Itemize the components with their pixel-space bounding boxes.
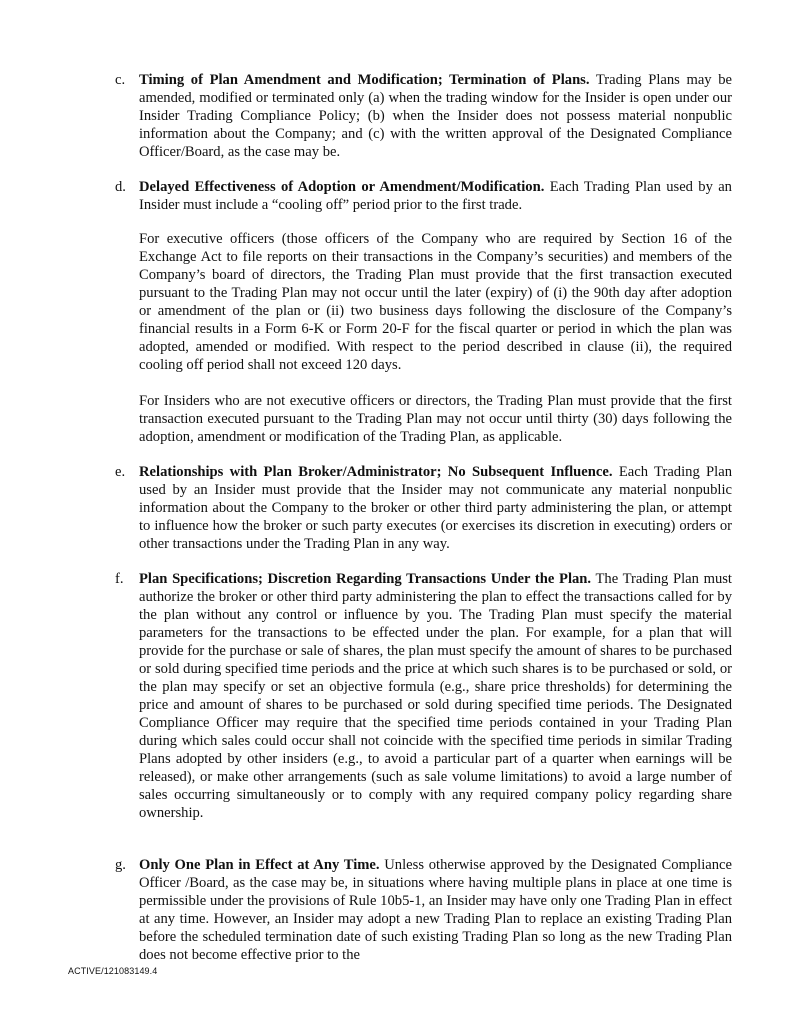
- document-id-footer: ACTIVE/121083149.4: [68, 966, 158, 976]
- section-text: Each Trading Plan used by an Insider must include a “cooling off” period prior to the first trade.: [139, 179, 732, 213]
- section-body: [139, 463, 732, 553]
- section-text: Trading Plans may be amended, modified or terminated only (a) when the trading window for the Insider is open under our Insider Trading Compliance Policy; (b) when the Insider does not possess material nonpublic information about the Company; and (c) with the written approval of the Designated Compliance Officer/Board, as the case may be.: [139, 72, 732, 160]
- section-body: [139, 71, 732, 161]
- section-body: [139, 856, 732, 964]
- section-body: [139, 570, 732, 822]
- section-text: The Trading Plan must authorize the broker or other third party administering the plan to effect the transactions called for by the plan without any control or influence by you. The Trading Plan must specify the material parameters for the transactions to be effected under the plan. For example, for a plan that will provide for the purchase or sale of shares, the plan must specify the amount of shares to be purchased or sold during specified time periods and the price at which such shares is to be purchased or sold, or the plan may specify or set an objective formula (e.g., share price thresholds) for determining the price and amount of shares to be purchased or sold during specified time periods. The Designated Compliance Officer may require that the specified time periods contained in your Trading Plan during which sales could occur shall not coincide with the specified time periods in similar Trading Plans adopted by other insiders (e.g., to avoid a particular part of a quarter when earnings will be released), or make other arrangements (such as sale volume limitations) to avoid a large number of sales occurring simultaneously or to comply with any required company policy regarding share ownership.: [139, 571, 732, 821]
- section-text: Unless otherwise approved by the Designated Compliance Officer /Board, as the case may be, in situations where having multiple plans in place at one time is permissible under the provisions of Rule 10b5-1, an Insider may have only one Trading Plan in effect at any time. However, an Insider may adopt a new Trading Plan to replace an existing Trading Plan before the scheduled termination date of such existing Trading Plan so long as the new Trading Plan does not become effective prior to the: [139, 857, 732, 963]
- section-letter: c.: [115, 72, 126, 88]
- paragraph-other-insiders: For Insiders who are not executive officers or directors, the Trading Plan must provide that the first transaction executed pursuant to the Trading Plan may not occur until thirty (30) days following the adoption, amendment or modification of the Trading Plan, as applicable.: [139, 393, 732, 445]
- section-text: Each Trading Plan used by an Insider must provide that the Insider may not communicate any material nonpublic information about the Company to the broker or other third party administering the plan, or attempt to influence how the broker or such party executes (or exercises its discretion in executing) orders or other transactions under the Trading Plan in any way.: [139, 464, 733, 552]
- section-heading: Plan Specifications; Discretion Regarding Transactions Under the Plan.: [139, 571, 592, 587]
- section-letter: e.: [115, 464, 126, 480]
- section-heading: Timing of Plan Amendment and Modification; Termination of Plans.: [139, 72, 590, 88]
- section-letter: f.: [115, 571, 124, 587]
- section-heading: Relationships with Plan Broker/Administrator; No Subsequent Influence.: [139, 464, 613, 480]
- section-heading: Only One Plan in Effect at Any Time.: [139, 857, 380, 873]
- section-heading: Delayed Effectiveness of Adoption or Amendment/Modification.: [139, 179, 545, 195]
- section-letter: g.: [115, 857, 126, 873]
- paragraph-executive-officers: For executive officers (those officers of the Company who are required by Section 16 of the Exchange Act to file reports on their transactions in the Company’s securities) and members of the Company’s board of directors, the Trading Plan must provide that the first transaction executed pursuant to the Trading Plan may not occur until the later (expiry) of (i) the 90th day after adoption or amendment of the plan or (ii) two business days following the disclosure of the Company’s financial results in a Form 6-K or Form 20-F for the fiscal quarter or period in which the plan was adopted, amended or modified. With respect to the period described in clause (ii), the required cooling off period shall not exceed 120 days.: [139, 231, 732, 373]
- section-body: [139, 178, 732, 214]
- section-letter: d.: [115, 179, 126, 195]
